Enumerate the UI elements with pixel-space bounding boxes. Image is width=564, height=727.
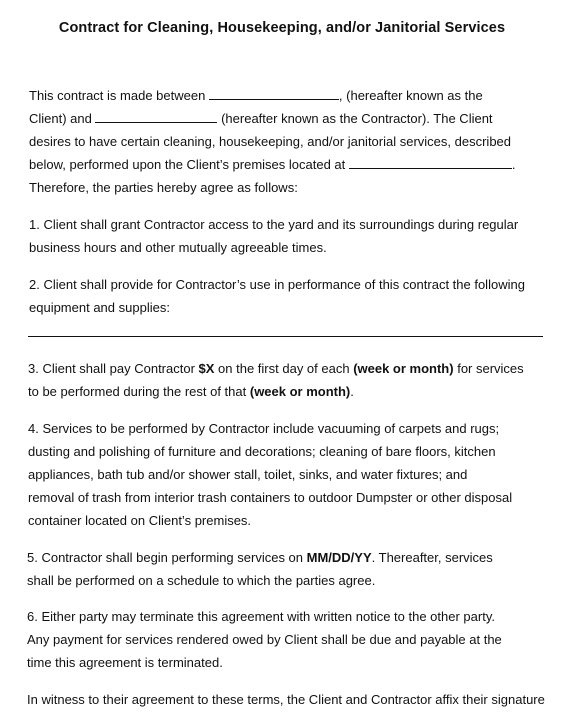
clause-1 — [29, 213, 564, 259]
payment-period: (week or month) — [353, 361, 454, 376]
intro-text: below, performed upon the Client’s premises located at — [29, 157, 349, 172]
intro-text: This contract is made between — [29, 88, 209, 103]
clause-text: shall be performed on a schedule to which the parties agree. — [27, 573, 376, 588]
clause-text: 6. Either party may terminate this agreement with written notice to the other party. — [27, 609, 495, 624]
clause-2 — [29, 273, 564, 319]
payment-amount: $X — [198, 361, 215, 376]
closing-paragraph — [27, 688, 564, 711]
equipment-supplies-blank[interactable] — [28, 336, 543, 337]
clause-text: removal of trash from interior trash containers to outdoor Dumpster or other disposal — [28, 490, 513, 505]
client-name-blank[interactable] — [209, 86, 339, 100]
clause-6 — [27, 605, 564, 674]
intro-text: (hereafter known as the Contractor). The Client — [217, 111, 493, 126]
clause-text: Any payment for services rendered owed by Client shall be due and payable at the — [27, 632, 502, 647]
intro-text: . — [511, 157, 516, 172]
document-title: Contract for Cleaning, Housekeeping, and/or Janitorial Services — [58, 20, 506, 36]
clause-3 — [28, 357, 564, 403]
clause-text: container located on Client’s premises. — [28, 513, 252, 528]
clause-5 — [27, 546, 564, 592]
intro-text: , (hereafter known as the — [338, 88, 483, 103]
start-date: MM/DD/YY — [306, 550, 372, 565]
clause-text: 4. Services to be performed by Contractor include vacuuming of carpets and rugs; — [28, 421, 500, 436]
clause-text: . — [350, 384, 354, 399]
contractor-name-blank[interactable] — [95, 109, 217, 123]
closing-text: In witness to their agreement to these terms, the Client and Contractor affix their signature — [27, 692, 545, 707]
intro-text: Client) and — [29, 111, 96, 126]
clause-text: business hours and other mutually agreeable times. — [29, 240, 327, 255]
clause-text: for services — [453, 361, 524, 376]
clause-text: to be performed during the rest of that — [28, 384, 250, 399]
clause-text: equipment and supplies: — [29, 300, 170, 315]
payment-period: (week or month) — [249, 384, 351, 399]
clause-text: 2. Client shall provide for Contractor’s use in performance of this contract the following — [29, 277, 525, 292]
clause-text: on the first day of each — [214, 361, 354, 376]
intro-text: Therefore, the parties hereby agree as follows: — [29, 180, 298, 195]
clause-text: 5. Contractor shall begin performing services on — [27, 550, 307, 565]
intro-text: desires to have certain cleaning, housekeeping, and/or janitorial services, described — [29, 134, 512, 149]
clause-text: dusting and polishing of furniture and decorations; cleaning of bare floors, kitchen — [28, 444, 496, 459]
intro-paragraph — [29, 84, 564, 199]
clause-text: 1. Client shall grant Contractor access to the yard and its surroundings during regular — [29, 217, 519, 232]
clause-text: time this agreement is terminated. — [27, 655, 223, 670]
premises-address-blank[interactable] — [349, 155, 512, 169]
clause-text: appliances, bath tub and/or shower stall, toilet, sinks, and water fixtures; and — [28, 467, 468, 482]
clause-4 — [28, 417, 564, 532]
clause-text: . Thereafter, services — [371, 550, 493, 565]
clause-text: 3. Client shall pay Contractor — [28, 361, 199, 376]
